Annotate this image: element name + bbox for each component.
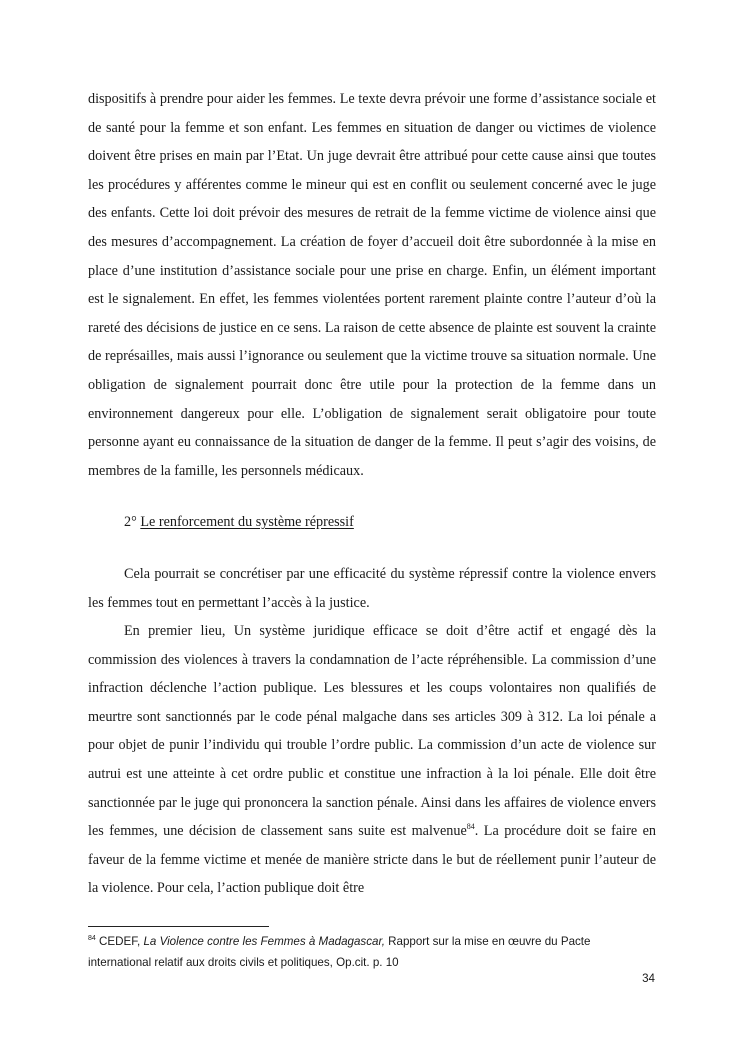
footnote-separator bbox=[88, 926, 269, 927]
page-number: 34 bbox=[642, 972, 655, 985]
footnote bbox=[88, 931, 656, 973]
paragraph-intro: Cela pourrait se concrétiser par une efficacité du système répressif contre la violence envers les femmes tout en permettant l’accès à la justice. bbox=[88, 565, 656, 611]
body-text bbox=[88, 85, 656, 903]
spacer bbox=[88, 485, 656, 508]
paragraph-continued: dispositifs à prendre pour aider les femmes. Le texte devra prévoir une forme d’assistance sociale et de santé pour la femme et son enfant. Les femmes en situation de danger ou victimes de violence doivent être prises en main par l’Etat. Un juge devrait être attribué pour cette cause ainsi que toutes les procédures y afférentes comme le mineur qui est en conflit ou seulement concerné avec le juge des enfants. Cette loi doit prévoir des mesures de retrait de la femme victime de violence ainsi que des mesures d’accompagnement. La création de foyer d’accueil doit être subordonnée à la mise en place d’une institution d’assistance sociale pour une prise en charge. Enfin, un élément important est le signalement. En effet, les femmes violentées portent rarement plainte contre l’auteur d’où la rareté des décisions de justice en ce sens. La raison de cette absence de plainte est souvent la crainte de représailles, mais aussi l’ignorance ou seulement que la victime trouve sa situation normale. Une obligation de signalement pourrait donc être utile pour la protection de la femme dans un environnement dangereux pour elle. L’obligation de signalement serait obligatoire pour toute personne ayant eu connaissance de la situation de danger de la femme. Il peut s’agir des voisins, de membres de la famille, les personnels médicaux. bbox=[88, 91, 656, 479]
footnote-details: Rapport sur la mise en œuvre du Pacte international relatif aux droits civils et politiques, Op.cit. p. 10 bbox=[88, 935, 591, 969]
footnote-title: La Violence contre les Femmes à Madagascar, bbox=[143, 935, 385, 948]
paragraph-text-continued: . La procédure doit se faire en faveur de la femme victime et menée de manière stricte dans le but de réellement punir l’auteur de la violence. Pour cela, l’action publique doit être bbox=[88, 823, 656, 897]
section-number: 2° bbox=[124, 514, 137, 531]
section-heading bbox=[88, 508, 656, 537]
section-title: Le renforcement du système répressif bbox=[140, 514, 354, 531]
footnote-author: CEDEF, bbox=[95, 935, 144, 948]
footnote-number: 84 bbox=[88, 935, 96, 942]
spacer bbox=[88, 537, 656, 560]
footnote-reference[interactable]: 84 bbox=[466, 822, 475, 832]
paragraph-first-point bbox=[88, 617, 656, 903]
paragraph-text: En premier lieu, Un système juridique efficace se doit d’être actif et engagé dès la commission des violences à travers la condamnation de l’acte répréhensible. La commission d’une infraction déclenche l’action publique. Les blessures et les coups volontaires non qualifiés de meurtre sont sanctionnés par le code pénal malgache dans ses articles 309 à 312. La loi pénale a pour objet de punir l’individu qui trouble l’ordre public. La commission d’un acte de violence sur autrui est une atteinte à cet ordre public et constitue une infraction à la loi pénale. Elle doit être sanctionnée par le juge qui prononcera la sanction pénale. Ainsi dans les affaires de violence envers les femmes, une décision de classement sans suite est malvenue bbox=[88, 623, 656, 840]
